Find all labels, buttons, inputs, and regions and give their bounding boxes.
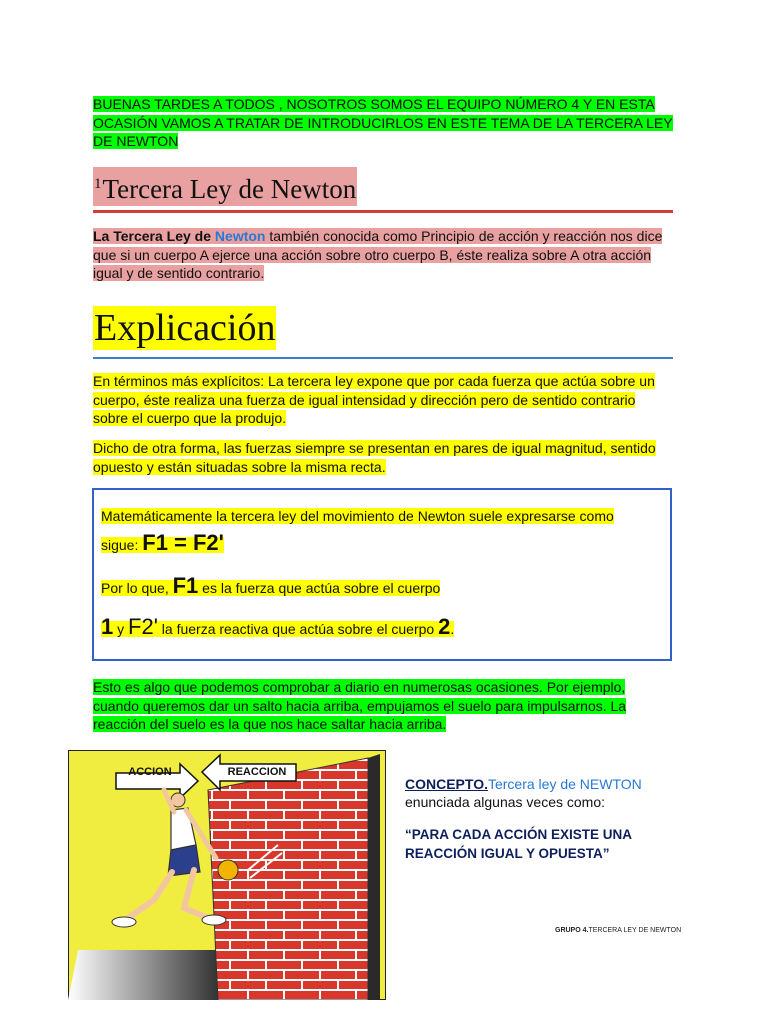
body-1-number: 1 (101, 614, 114, 639)
example-paragraph (93, 678, 673, 734)
heading-explicacion: Explicación (94, 307, 276, 349)
definition-rest: también conocida como Principio de acción y reacción nos dice que si un cuerpo A ejerce una acción sobre otro cuerpo B, éste realiza sobre A otra acción igual y de sentido contrario. (93, 228, 663, 281)
definition-paragraph (93, 227, 673, 283)
accion-label: ACCION (128, 766, 172, 778)
equation: F1 = F2' (142, 530, 224, 555)
example-text: Esto es algo que podemos comprobar a diario en numerosas ocasiones. Por ejemplo, cuando queremos dar un salto hacia arriba, empujamos el suelo para impulsarnos. La reacción del suelo es la que nos hace saltar hacia arriba. (93, 679, 627, 732)
explanation-text-2: Dicho de otra forma, las fuerzas siempre se presentan en pares de igual magnitud, sentido opuesto y están situadas sobre la misma recta. (93, 440, 656, 475)
action-reaction-illustration (68, 750, 386, 1000)
newton-link[interactable]: Newton (214, 228, 266, 244)
reaccion-label: REACCION (227, 766, 287, 778)
f1-symbol: F1 (172, 573, 199, 598)
heading-tercera-ley (93, 167, 357, 206)
explanation-paragraph-1 (93, 372, 673, 428)
explanation-text-1: En términos más explícitos: La tercera ley expone que por cada fuerza que actúa sobre un cuerpo, éste realiza una fuerza de igual intensidad y dirección pero de sentido contrario sobre el cuerpo que la produjo. (93, 373, 655, 426)
body-2-number: 2 (438, 614, 451, 639)
explanation-paragraph-2 (93, 439, 673, 476)
formula-line-2: sigue: F1 = F2' (101, 530, 224, 555)
concept-rest: enunciada algunas veces como: (405, 794, 606, 810)
concept-block (405, 775, 675, 811)
formula-line-3: Por lo que, F1 es la fuerza que actúa sobre el cuerpo (101, 573, 441, 598)
heading-text: Tercera Ley de Newton (102, 174, 357, 204)
concept-topic: Tercera ley de NEWTON (487, 776, 642, 792)
definition-bold-prefix: La Tercera Ley de (93, 228, 215, 244)
f2-symbol: F2' (128, 614, 158, 639)
concept-quote: “PARA CADA ACCIÓN EXISTE UNA REACCIÓN IGUAL Y OPUESTA” (405, 827, 632, 861)
intro-paragraph (93, 95, 673, 151)
footnote: GRUPO 4.TERCERA LEY DE NEWTON (555, 927, 682, 934)
footnote-mark: 1 (94, 176, 102, 192)
intro-text: BUENAS TARDES A TODOS , NOSOTROS SOMOS EL EQUIPO NÚMERO 4 Y EN ESTA OCASIÓN VAMOS A TRATAR DE INTRODUCIRLOS EN ESTE TEMA DE LA TERCERA LEY DE NEWTON (93, 96, 673, 149)
concept-label: CONCEPTO. (405, 776, 488, 792)
formula-line-4: 1 y F2' la fuerza reactiva que actúa sobre el cuerpo 2. (101, 614, 455, 639)
formula-line-1: Matemáticamente la tercera ley del movimiento de Newton suele expresarse como (101, 508, 614, 524)
red-divider (93, 210, 673, 213)
blue-divider (93, 357, 673, 359)
